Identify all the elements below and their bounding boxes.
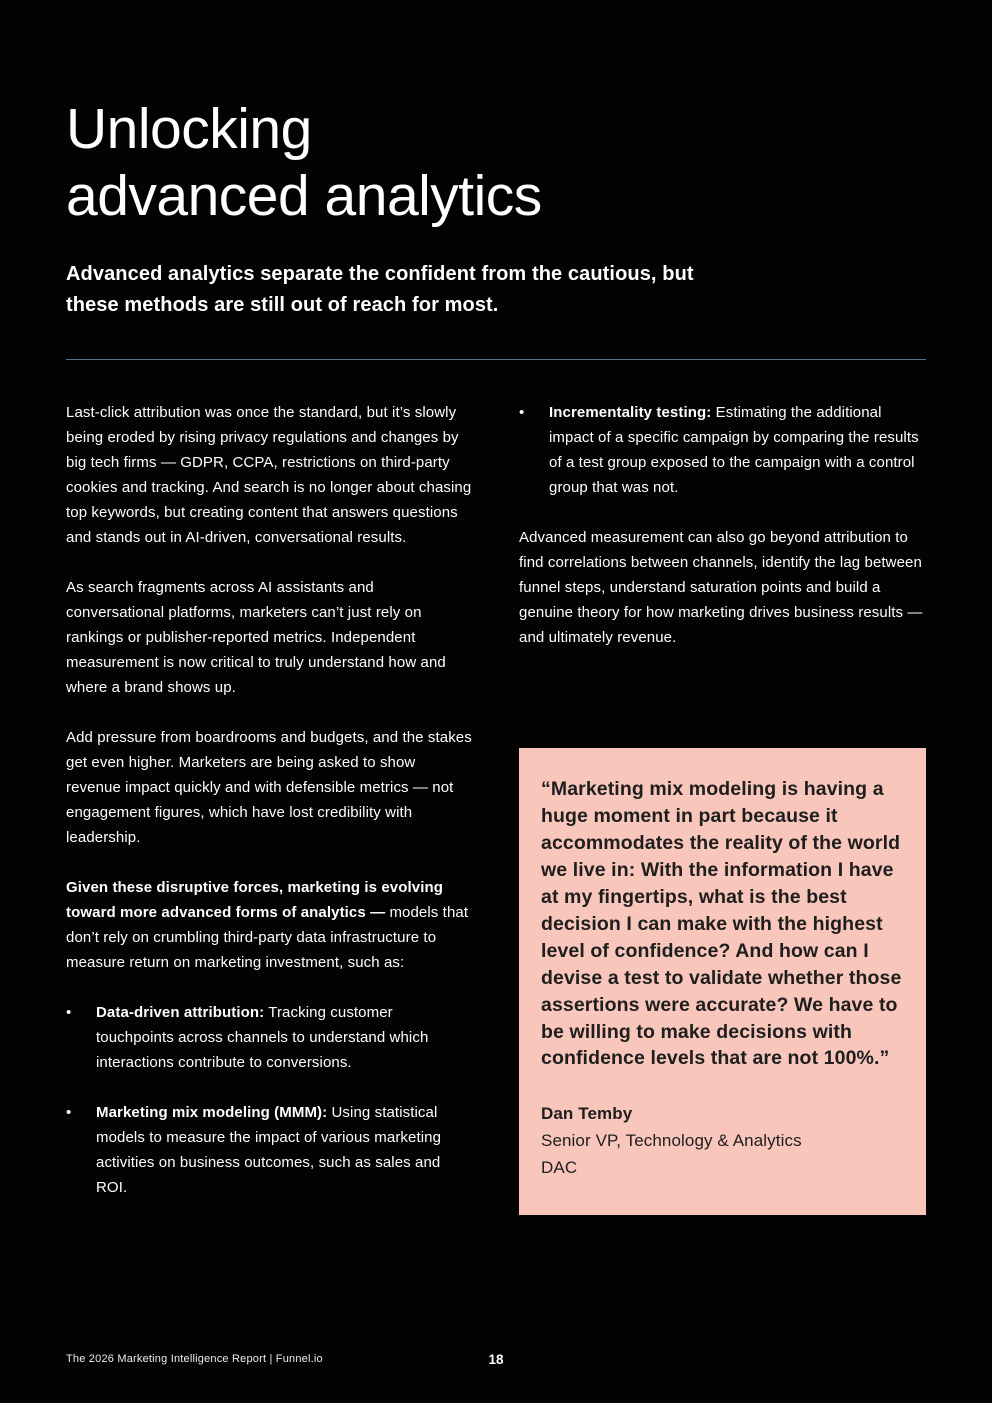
emphasis-bold-text: Given these disruptive forces, marketing is evolving toward more advanced forms of analytics — [66, 879, 443, 922]
bullet-label: Marketing mix modeling (MMM): [96, 1104, 328, 1122]
quote-company: DAC [541, 1158, 578, 1178]
quote-box [519, 748, 926, 1215]
body-columns [66, 400, 926, 1225]
page-number: 18 [488, 1351, 504, 1367]
bullet-marker: • [519, 404, 525, 422]
right-column [519, 400, 926, 1225]
title-line-2: advanced analytics [66, 163, 542, 228]
emphasis-rest-text: models that don’t rely on crumbling third-party data infrastructure to measure return on marketing investment, such as: [66, 904, 469, 972]
page-header [66, 0, 926, 321]
bullet-marker: • [66, 1004, 72, 1022]
quote-role: Senior VP, Technology & Analytics [541, 1131, 802, 1151]
bullet-label: Incrementality testing: [549, 404, 712, 422]
page-subtitle: Advanced analytics separate the confident from the cautious, but these methods are still out of reach for most. [66, 263, 694, 317]
bullet-text [549, 400, 926, 500]
bullet-body: Estimating the additional impact of a specific campaign by comparing the results of a test group exposed to the campaign with a control group that was not. [549, 404, 919, 497]
quote-author: Dan Temby [541, 1104, 633, 1124]
body-paragraph: Last-click attribution was once the standard, but it’s slowly being eroded by rising privacy regulations and changes by big tech firms — GDPR, CCPA, restrictions on third-party cookies and tracking. And search is no longer about chasing top keywords, but creating content that answers questions and stands out in AI-driven, conversational results. [66, 404, 472, 547]
quote-text: “Marketing mix modeling is having a huge moment in part because it accommodates the reality of the world we live in: With the information I have at my fingertips, what is the best decision I can make with the highest level of confidence? And how can I devise a test to validate whether those assertions were accurate? We have to be willing to make decisions with confidence levels that are not 100%.” [541, 778, 902, 1070]
body-paragraph: As search fragments across AI assistants and conversational platforms, marketers can’t just rely on rankings or publisher-reported metrics. Independent measurement is now critical to truly understand how and where a brand shows up. [66, 579, 446, 697]
left-column [66, 400, 473, 1225]
footer-report-title: The 2026 Marketing Intelligence Report | Funnel.io [66, 1353, 323, 1365]
bullet-text [96, 1100, 473, 1200]
quote-attribution [541, 1100, 904, 1181]
bullet-item [519, 400, 926, 500]
bullet-body: Tracking customer touchpoints across channels to understand which interactions contribute to conversions. [96, 1004, 429, 1072]
page-title [66, 96, 926, 229]
page-footer [66, 1353, 926, 1365]
bullet-item [66, 1000, 473, 1075]
body-paragraph: Add pressure from boardrooms and budgets, and the stakes get even higher. Marketers are being asked to show revenue impact quickly and with defensible metrics — not engagement figures, which have lost credibility with leadership. [66, 729, 472, 847]
bullet-text [96, 1000, 473, 1075]
bullet-label: Data-driven attribution: [96, 1004, 265, 1022]
bullet-body: Using statistical models to measure the impact of various marketing activities on business outcomes, such as sales and ROI. [96, 1104, 442, 1197]
emphasis-paragraph [66, 875, 473, 975]
body-paragraph: Advanced measurement can also go beyond attribution to find correlations between channels, identify the lag between funnel steps, understand saturation points and build a genuine theory for how marketing drives business results — and ultimately revenue. [519, 529, 923, 647]
section-divider [66, 359, 926, 360]
bullet-marker: • [66, 1104, 72, 1122]
bullet-item [66, 1100, 473, 1200]
title-line-1: Unlocking [66, 97, 312, 161]
